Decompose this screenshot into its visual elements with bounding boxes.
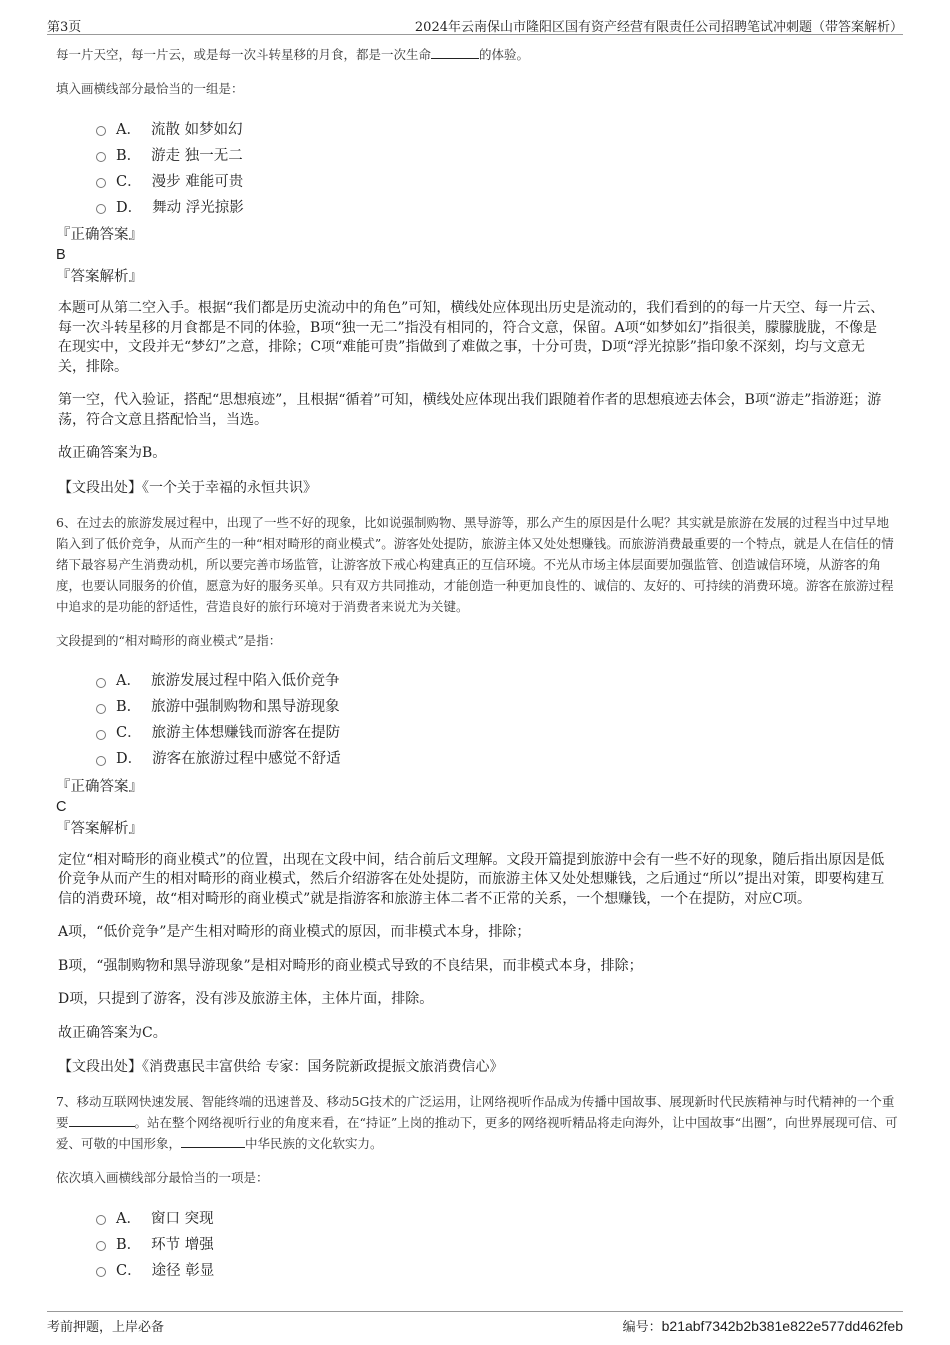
question-5: [56, 44, 898, 498]
radio-icon[interactable]: [96, 178, 106, 188]
footer-slogan: 考前押题，上岸必备: [47, 1320, 165, 1335]
option-d[interactable]: D． 舞动 浮光掠影: [96, 193, 898, 219]
analysis-conclusion: 故正确答案为C。: [58, 1024, 167, 1041]
page-header: [47, 14, 903, 35]
question-stem: 6、在过去的旅游发展过程中，出现了一些不好的现象，比如说强制购物、黑导游等，那么产生的原因是什么呢？其实就是旅游在发展的过程当中过早地陷入到了低价竞争，从而产生的一种“相对畸形的商业模式”。游客处处提防，旅游主体又处处想赚钱。而旅游消费最重要的一个特点，就是人在信任的情绪下最容易产生消费动机，所以要完善市场监管，让游客放下戒心构建真正的互信环境。不光从市场主体层面要加强监管、创造诚信环境，从游客的角度，也要认同服务的价值，愿意为好的服务买单。只有双方共同推动，才能创造一种更加良性的、诚信的、友好的、可持续的消费环境。游客在旅游过程中追求的是功能的舒适性，营造良好的旅行环境对于消费者来说尤为关键。: [56, 514, 894, 614]
page-content: [56, 44, 898, 1282]
radio-icon[interactable]: [96, 756, 106, 766]
option-a[interactable]: A． 窗口 突现: [96, 1204, 898, 1230]
document-code: 编号：b21abf7342b2b381e822e577dd462feb: [622, 1318, 903, 1335]
question-prompt: 填入画横线部分最恰当的一组是：: [56, 81, 244, 96]
option-a[interactable]: A． 旅游发展过程中陷入低价竞争: [96, 667, 898, 693]
analysis-paragraph: A项，“低价竞争”是产生相对畸形的商业模式的原因，而非模式本身，排除；: [58, 924, 531, 940]
analysis-label: 『答案解析』: [56, 820, 143, 837]
option-list: [96, 1204, 898, 1282]
analysis-conclusion: 故正确答案为B。: [58, 445, 167, 461]
page-footer: [47, 1311, 903, 1334]
question-7: [56, 1091, 898, 1282]
radio-icon[interactable]: [96, 730, 106, 740]
radio-icon[interactable]: [96, 1215, 106, 1225]
fill-blank: [181, 1135, 245, 1148]
question-prompt: 文段提到的“相对畸形的商业模式”是指：: [56, 632, 282, 648]
text-source: 【文段出处】《一个关于幸福的永恒共识》: [58, 479, 317, 496]
option-list: [96, 667, 898, 771]
text-source: 【文段出处】《消费惠民丰富供给 专家：国务院新政提振文旅消费信心》: [58, 1059, 504, 1075]
option-b[interactable]: B． 环节 增强: [96, 1230, 898, 1256]
option-a[interactable]: A． 流散 如梦如幻: [96, 115, 898, 141]
option-c[interactable]: C． 漫步 难能可贵: [96, 167, 898, 193]
fill-blank: [431, 46, 479, 59]
radio-icon[interactable]: [96, 704, 106, 714]
radio-icon[interactable]: [96, 678, 106, 688]
radio-icon[interactable]: [96, 1241, 106, 1251]
analysis-paragraph: 第一空，代入验证，搭配“思想痕迹”，且根据“循着”可知，横线处应体现出我们跟随着作者的思想痕迹去体会，B项“游走”指游逛；游荡，符合文意且搭配恰当，当选。: [58, 392, 882, 428]
analysis-paragraph: 本题可从第二空入手。根据“我们都是历史流动中的角色”可知，横线处应体现出历史是流动的，我们看到的的每一片天空、每一片云、每一次斗转星移的月食都是不同的体验，B项“独一无二”指没有相同的，符合文意，保留。A项“如梦如幻”指很美，朦朦胧胧，不像是在现实中，文段并无“梦幻”之意，排除；C项“难能可贵”指做到了难做之事，十分可贵，D项“浮光掠影”指印象不深刻，均与文意无关，排除。: [58, 300, 885, 375]
question-prompt: 依次填入画横线部分最恰当的一项是：: [56, 1170, 269, 1185]
fill-blank: [69, 1114, 135, 1127]
option-c[interactable]: C． 途径 彰显: [96, 1256, 898, 1282]
question-stem: 7、移动互联网快速发展、智能终端的迅速普及、移动5G技术的广泛运用，让网络视听作品成为传播中国故事、展现新时代民族精神与时代精神的一个重要 。站在整个网络视听行业的角度来看，在“持证”上岗的推动下，更多的网络视听精品将走向海外，让中国故事“出圈”，向世界展现可信、可爱、可敬的中国形象， 中华民族的文化软实力。: [56, 1094, 898, 1151]
option-list: [96, 115, 898, 219]
analysis-paragraph: 定位“相对畸形的商业模式”的位置，出现在文段中间，结合前后文理解。文段开篇提到旅游中会有一些不好的现象，随后指出原因是低价竞争从而产生的相对畸形的商业模式，然后介绍游客在处处提防，而旅游主体又处处想赚钱，之后通过“所以”提出对策，即要构建互信的消费环境，故“相对畸形的商业模式”就是指游客和旅游主体二者不正常的关系，一个想赚钱，一个在提防，对应C项。: [58, 851, 885, 907]
question-stem: 每一片天空，每一片云，或是每一次斗转星移的月食，都是一次生命 的体验。: [56, 47, 530, 62]
radio-icon[interactable]: [96, 1267, 106, 1277]
radio-icon[interactable]: [96, 204, 106, 214]
answer-label: 『正确答案』: [56, 778, 143, 795]
document-title: 2024年云南保山市隆阳区国有资产经营有限责任公司招聘笔试冲刺题（带答案解析）: [414, 20, 903, 35]
page-number: 第3页: [47, 20, 82, 35]
radio-icon[interactable]: [96, 152, 106, 162]
analysis-paragraph: B项，“强制购物和黑导游现象”是相对畸形的商业模式导致的不良结果，而非模式本身，排除；: [58, 957, 643, 974]
question-6: [56, 512, 898, 1078]
option-b[interactable]: B． 旅游中强制购物和黑导游现象: [96, 693, 898, 719]
option-b[interactable]: B． 游走 独一无二: [96, 141, 898, 167]
option-d[interactable]: D． 游客在旅游过程中感觉不舒适: [96, 745, 898, 771]
radio-icon[interactable]: [96, 126, 106, 136]
answer-label: 『正确答案』: [56, 227, 143, 243]
correct-answer: C: [56, 798, 67, 815]
correct-answer: B: [56, 247, 66, 263]
analysis-paragraph: D项，只提到了游客，没有涉及旅游主体，主体片面，排除。: [58, 991, 434, 1007]
option-c[interactable]: C． 旅游主体想赚钱而游客在提防: [96, 719, 898, 745]
analysis-label: 『答案解析』: [56, 269, 143, 285]
